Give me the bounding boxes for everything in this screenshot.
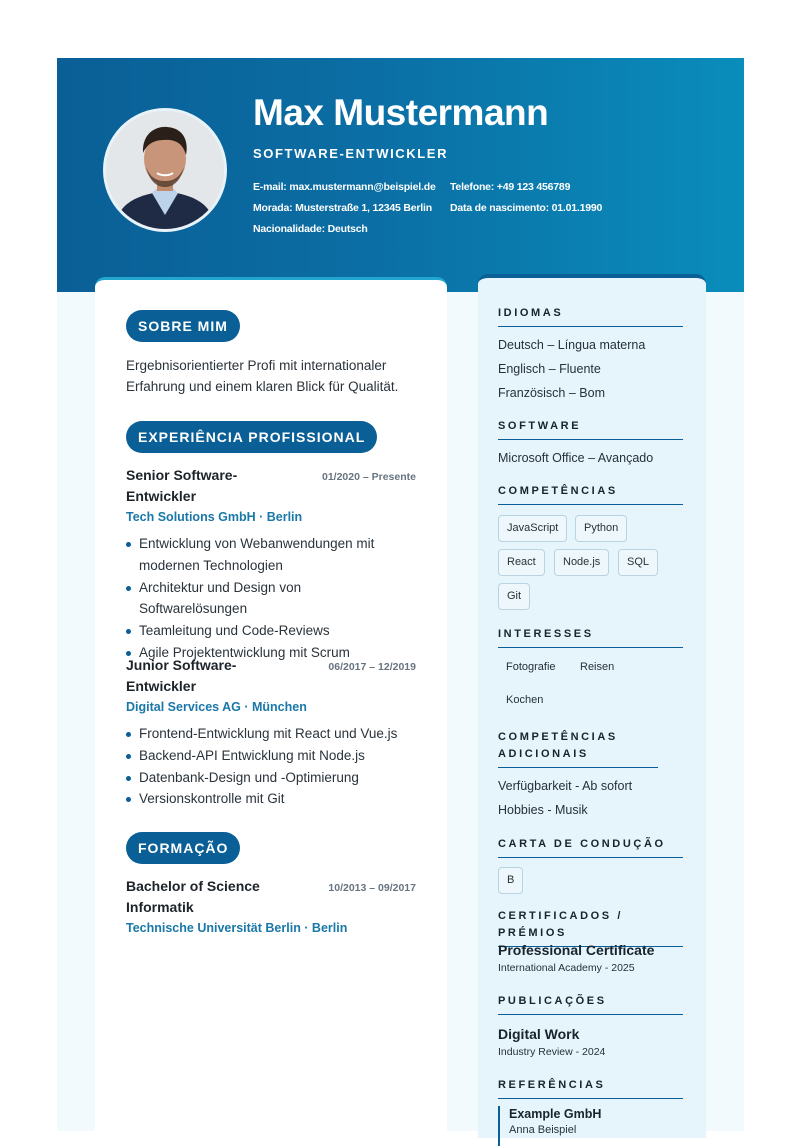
skill-tag: Python [575, 515, 627, 542]
language-item: Deutsch – Língua materna [498, 338, 646, 352]
contact-email: E-mail: max.mustermann@beispiel.de [253, 181, 436, 193]
school-name: Technische Universität Berlin · Berlin [126, 921, 348, 935]
skill-tag: React [498, 549, 545, 576]
degree-title: Bachelor of Science Informatik [126, 878, 260, 915]
skill-tag: Node.js [554, 549, 609, 576]
additional-item: Hobbies - Musik [498, 803, 588, 817]
job-title: Senior Software-Entwickler [126, 467, 238, 504]
list-item: Versionskontrolle mit Git [126, 788, 426, 810]
publication-title: Digital Work [498, 1026, 580, 1042]
education-dates: 10/2013 – 09/2017 [328, 882, 416, 894]
skill-tag: Git [498, 583, 530, 610]
experience-heading: EXPERIÊNCIA PROFISSIONAL [126, 421, 377, 453]
list-item: Agile Projektentwicklung mit Scrum [126, 642, 396, 664]
interest-tag: Reisen [580, 661, 615, 673]
certificate-title: Professional Certificate [498, 942, 655, 958]
software-heading: SOFTWARE [498, 418, 683, 440]
contact-birthdate: Data de nascimento: 01.01.1990 [450, 202, 603, 214]
reference-company: Example GmbH [509, 1107, 602, 1121]
additional-skills-heading: COMPETÊNCIAS ADICIONAIS [498, 729, 658, 768]
skills-heading: COMPETÊNCIAS [498, 483, 683, 505]
contact-nationality: Nacionalidade: Deutsch [253, 223, 368, 235]
skill-tag: SQL [618, 549, 658, 576]
profile-photo [103, 108, 227, 232]
license-tag: B [498, 867, 523, 894]
job-title: Junior Software-Entwickler [126, 657, 237, 694]
resume-header [57, 58, 744, 292]
contact-address: Morada: Musterstraße 1, 12345 Berlin [253, 202, 432, 214]
job-company: Tech Solutions GmbH · Berlin [126, 510, 303, 524]
certificate-subtitle: International Academy - 2025 [498, 962, 635, 974]
publications-heading: PUBLICAÇÕES [498, 993, 683, 1015]
references-heading: REFERÊNCIAS [498, 1077, 683, 1099]
software-item: Microsoft Office – Avançado [498, 451, 654, 465]
additional-item: Verfügbarkeit - Ab sofort [498, 779, 633, 793]
driving-license-heading: CARTA DE CONDUÇÃO [498, 836, 683, 858]
job-role: SOFTWARE-ENTWICKLER [253, 146, 449, 161]
portrait-image [106, 111, 224, 229]
full-name: Max Mustermann [253, 92, 549, 133]
about-heading: SOBRE MIM [126, 310, 240, 342]
publication-subtitle: Industry Review - 2024 [498, 1046, 606, 1058]
job-dates: 01/2020 – Presente [322, 471, 416, 483]
reference-entry [498, 1106, 679, 1146]
list-item: Teamleitung und Code-Reviews [126, 620, 396, 642]
interests-heading: INTERESSES [498, 626, 683, 648]
certificates-heading: CERTIFICADOS / PRÉMIOS [498, 908, 683, 947]
resume-page [57, 58, 744, 1136]
list-item: Entwicklung von Webanwendungen mit modernen Technologien [126, 533, 396, 577]
list-item: Backend-API Entwicklung mit Node.js [126, 745, 426, 767]
about-text: Ergebnisorientierter Profi mit internationaler Erfahrung und einem klaren Blick für Qualität. [126, 358, 399, 394]
interest-tag: Fotografie [506, 661, 556, 673]
sidebar [478, 274, 706, 1138]
list-item: Frontend-Entwicklung mit React und Vue.js [126, 723, 426, 745]
reference-person: Anna Beispiel [509, 1124, 577, 1136]
list-item: Architektur und Design von Softwarelösungen [126, 577, 396, 621]
main-column [95, 277, 447, 1140]
job-company: Digital Services AG · München [126, 700, 307, 714]
job-bullets [126, 723, 426, 810]
language-item: Englisch – Fluente [498, 362, 601, 376]
contact-phone: Telefone: +49 123 456789 [450, 181, 571, 193]
interest-tag: Kochen [506, 694, 544, 706]
skill-tag: JavaScript [498, 515, 567, 542]
job-dates: 06/2017 – 12/2019 [328, 661, 416, 673]
language-item: Französisch – Bom [498, 386, 605, 400]
languages-heading: IDIOMAS [498, 305, 683, 327]
job-bullets [126, 533, 396, 664]
education-heading: FORMAÇÃO [126, 832, 240, 864]
list-item: Datenbank-Design und -Optimierung [126, 767, 426, 789]
